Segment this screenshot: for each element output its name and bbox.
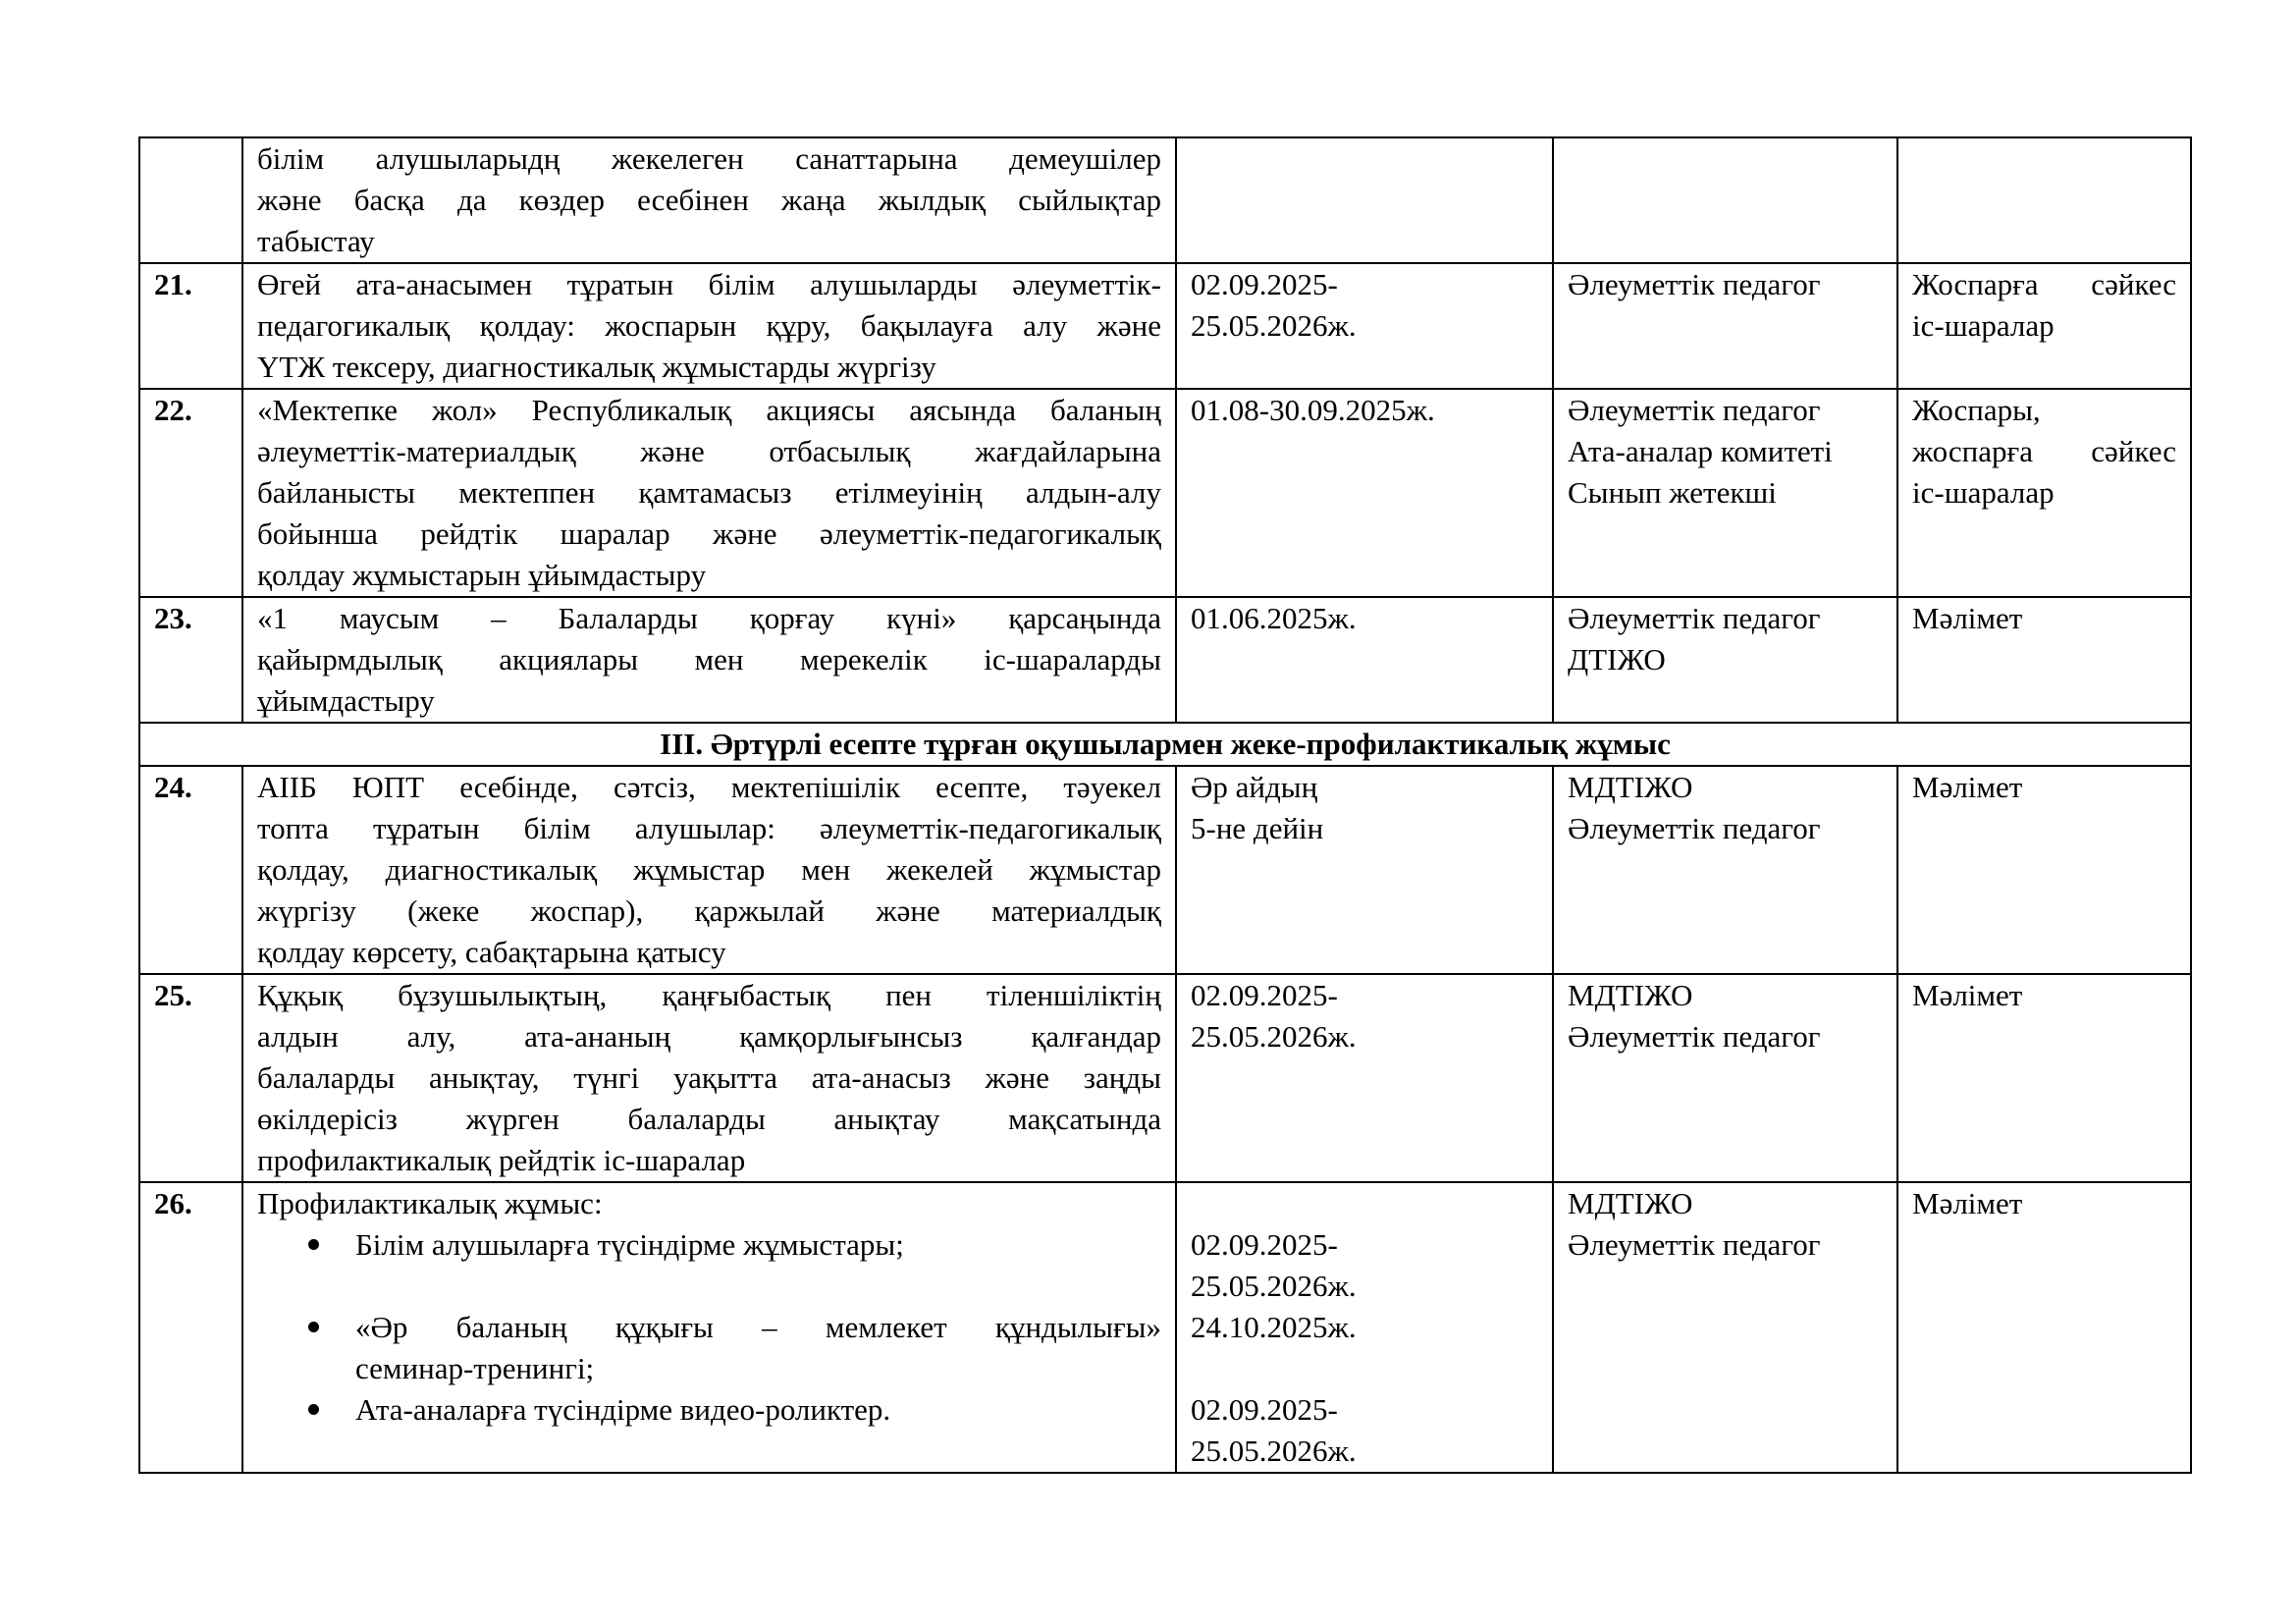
date-line: 5-не дейін <box>1191 811 1324 845</box>
task-intro: Профилактикалық жұмыс: <box>257 1186 603 1220</box>
table-body-bottom <box>139 766 2191 1182</box>
task-line: қолдау көрсету, сабақтарына қатысу <box>257 935 726 969</box>
bullet-icon <box>308 1322 319 1332</box>
date-line: 01.06.2025ж. <box>1191 601 1357 635</box>
row-number: 24. <box>139 766 242 974</box>
result-line: Жоспарға сәйкес <box>1912 267 2176 301</box>
result-line: Жоспары, <box>1912 393 2041 427</box>
row-responsible <box>1553 974 1897 1182</box>
section-header-body <box>139 723 2191 766</box>
responsible-line: МДТІЖО <box>1568 770 1693 804</box>
row-responsible <box>1553 137 1897 263</box>
responsible-line: Ата-аналар комитеті <box>1568 434 1833 468</box>
row-date <box>1176 389 1553 597</box>
bullet-text: семинар-тренингі; <box>355 1351 595 1385</box>
row-result <box>1897 263 2191 389</box>
task-line: профилактикалық рейдтік іс-шаралар <box>257 1143 746 1177</box>
bullet-text: Білім алушыларға түсіндірме жұмыстары; <box>355 1227 904 1262</box>
task-line: қолдау жұмыстарын ұйымдастыру <box>257 558 707 592</box>
task-line: қолдау, диагностикалық жұмыстар мен жекелей жұмыстар <box>257 852 1161 887</box>
task-line: табыстау <box>257 224 375 258</box>
section-header-row <box>139 723 2191 766</box>
row-result <box>1897 766 2191 974</box>
row-task <box>242 1182 1176 1473</box>
row-task <box>242 974 1176 1182</box>
responsible-line: Әлеуметтік педагог <box>1568 811 1821 845</box>
responsible-line: МДТІЖО <box>1568 978 1693 1012</box>
result-line: іс-шаралар <box>1912 308 2055 343</box>
task-line: алдын алу, ата-ананың қамқорлығынсыз қалғандар <box>257 1019 1161 1054</box>
table-body-top <box>139 137 2191 723</box>
bullet-icon <box>308 1404 319 1415</box>
task-line: және басқа да көздер есебінен жаңа жылдық сыйлықтар <box>257 183 1161 217</box>
task-line: байланысты мектеппен қамтамасыз етілмеуінің алдын-алу <box>257 475 1161 510</box>
date-line: 25.05.2026ж. <box>1191 308 1357 343</box>
date-line: 25.05.2026ж. <box>1191 1019 1357 1054</box>
bullet-icon <box>308 1239 319 1250</box>
row-date <box>1176 766 1553 974</box>
row-number: 23. <box>139 597 242 723</box>
row-date <box>1176 137 1553 263</box>
date-line: 01.08-30.09.2025ж. <box>1191 393 1435 427</box>
date-line: 25.05.2026ж. <box>1191 1269 1357 1303</box>
row-responsible <box>1553 389 1897 597</box>
task-line: білім алушыларыдң жекелеген санаттарына демеушілер <box>257 141 1161 176</box>
task-line: ҮТЖ тексеру, диагностикалық жұмыстарды жүргізу <box>257 350 936 384</box>
task-bullet-list <box>257 1224 1161 1431</box>
table-row <box>139 766 2191 974</box>
row-date <box>1176 263 1553 389</box>
task-line: Өгей ата-анасымен тұратын білім алушыларды әлеуметтік- <box>257 267 1161 301</box>
section-title: ІІІ. Әртүрлі есепте тұрған оқушылармен жеке-профилактикалық жұмыс <box>139 723 2191 766</box>
task-line: балаларды анықтау, түнгі уақытта ата-анасыз және заңды <box>257 1060 1161 1095</box>
task-line: әлеуметтік-материалдық және отбасылық жағдайларына <box>257 434 1161 468</box>
date-line: 02.09.2025- <box>1191 1392 1338 1427</box>
task-line: Құқық бұзушылықтың, қаңғыбастық пен тіленшіліктің <box>257 978 1161 1012</box>
responsible-line: Әлеуметтік педагог <box>1568 267 1821 301</box>
row-date <box>1176 974 1553 1182</box>
row-task <box>242 766 1176 974</box>
table-row <box>139 1182 2191 1473</box>
date-spacer <box>1191 1348 1538 1389</box>
result-line: Мәлімет <box>1912 978 2023 1012</box>
date-line: 24.10.2025ж. <box>1191 1310 1357 1344</box>
date-line: 02.09.2025- <box>1191 1227 1338 1262</box>
task-line: АІІБ ЮПТ есебінде, сәтсіз, мектепішілік есепте, тәуекел <box>257 770 1161 804</box>
task-line: ұйымдастыру <box>257 683 435 718</box>
row-result <box>1897 597 2191 723</box>
task-line: қайырмдылық акциялары мен мерекелік іс-шараларды <box>257 642 1161 677</box>
row-responsible <box>1553 597 1897 723</box>
date-line: 02.09.2025- <box>1191 978 1338 1012</box>
list-item <box>257 1307 1161 1389</box>
task-line: педагогикалық қолдау: жоспарын құру, бақылауға алу және <box>257 308 1161 343</box>
date-line: Әр айдың <box>1191 770 1318 804</box>
row-date <box>1176 597 1553 723</box>
responsible-line: МДТІЖО <box>1568 1186 1693 1220</box>
task-line: «1 маусым – Балаларды қорғау күні» қарсаңында <box>257 601 1161 635</box>
result-line: жоспарға сәйкес <box>1912 434 2176 468</box>
row-number <box>139 137 242 263</box>
row-result <box>1897 1182 2191 1473</box>
activity-plan-table <box>138 136 2192 1474</box>
task-line: «Мектепке жол» Республикалық акциясы аясында баланың <box>257 393 1161 427</box>
table-row <box>139 974 2191 1182</box>
row-task <box>242 389 1176 597</box>
row-number: 26. <box>139 1182 242 1473</box>
row-date <box>1176 1182 1553 1473</box>
row-number: 25. <box>139 974 242 1182</box>
responsible-line: Сынып жетекші <box>1568 475 1777 510</box>
row-result <box>1897 137 2191 263</box>
task-line: бойынша рейдтік шаралар және әлеуметтік-педагогикалық <box>257 516 1161 551</box>
date-spacer <box>1191 1183 1538 1224</box>
row-number: 21. <box>139 263 242 389</box>
bullet-text: Ата-аналарға түсіндірме видео-роликтер. <box>355 1392 891 1427</box>
responsible-line: Әлеуметтік педагог <box>1568 1019 1821 1054</box>
date-line: 02.09.2025- <box>1191 267 1338 301</box>
responsible-line: Әлеуметтік педагог <box>1568 601 1821 635</box>
list-item <box>257 1224 1161 1266</box>
row-responsible <box>1553 263 1897 389</box>
row-number: 22. <box>139 389 242 597</box>
date-line: 25.05.2026ж. <box>1191 1434 1357 1468</box>
result-line: іс-шаралар <box>1912 475 2055 510</box>
table-row <box>139 137 2191 263</box>
result-line: Мәлімет <box>1912 770 2023 804</box>
list-item <box>257 1389 1161 1431</box>
bullet-text: «Әр баланың құқығы – мемлекет құндылығы» <box>355 1310 1161 1344</box>
row-responsible <box>1553 766 1897 974</box>
row-task <box>242 137 1176 263</box>
responsible-line: ДТІЖО <box>1568 642 1666 677</box>
table-row <box>139 597 2191 723</box>
row-result <box>1897 974 2191 1182</box>
result-line: Мәлімет <box>1912 601 2023 635</box>
list-spacer <box>257 1266 1161 1307</box>
responsible-line: Әлеуметтік педагог <box>1568 393 1821 427</box>
row-task <box>242 597 1176 723</box>
row-result <box>1897 389 2191 597</box>
row-responsible <box>1553 1182 1897 1473</box>
table-row <box>139 263 2191 389</box>
table-row <box>139 389 2191 597</box>
task-line: топта тұратын білім алушылар: әлеуметтік-педагогикалық <box>257 811 1161 845</box>
row-task <box>242 263 1176 389</box>
result-line: Мәлімет <box>1912 1186 2023 1220</box>
row-26-body <box>139 1182 2191 1473</box>
task-line: жүргізу (жеке жоспар), қаржылай және материалдық <box>257 893 1161 928</box>
task-line: өкілдерісіз жүрген балаларды анықтау мақсатында <box>257 1102 1161 1136</box>
responsible-line: Әлеуметтік педагог <box>1568 1227 1821 1262</box>
